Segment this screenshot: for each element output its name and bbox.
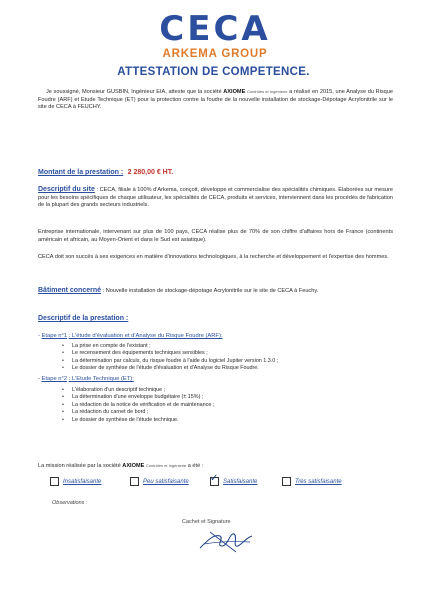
rating-option-label: Très satisfaisante	[295, 478, 342, 485]
stamp-label: Cachet et Signature	[182, 519, 231, 525]
rating-option-label: Insatisfaisante	[63, 478, 102, 485]
rating-option-label: Satisfaisante	[223, 478, 258, 485]
rating-checkbox[interactable]	[50, 477, 59, 486]
step-2-item: • Le dossier de synthèse de l'étude technique.	[62, 417, 382, 424]
mission-suffix: a été :	[187, 463, 204, 469]
step-1-item: • La détermination par calculs, du risque foudre à l'aide du logiciel Jupiter version 1.3.0 ;	[62, 358, 382, 365]
site-label: Descriptif du site	[38, 186, 95, 193]
step-1-item: • La prise en compte de l'existant ;	[62, 343, 382, 350]
rating-option-insatisfaisante[interactable]	[50, 477, 101, 486]
mission-prefix: La mission réalisée par la société	[38, 463, 121, 469]
amount-label: Montant de la prestation :	[38, 169, 124, 176]
step-2-list	[62, 387, 382, 424]
amount-line	[38, 161, 173, 179]
step-1-list	[62, 343, 382, 373]
intro-paragraph	[38, 88, 393, 112]
step-1-item: • Le recensement des équipements techniques sensibles ;	[62, 350, 382, 357]
step-2-item: • L'élaboration d'un descriptif technique ;	[62, 387, 382, 394]
rating-checkbox[interactable]	[130, 477, 139, 486]
intro-text-2: a réalisé en 2015, une Analyse du Risque Foudre (ARF) et Etude Technique (ET) pour la protection contre la foudre de la nouvelle installation de stockage-Dépotage Acrylonitrile sur le site de CECA à FEUCHY.	[38, 89, 393, 111]
step-1-title: : L'étude d'évaluation et d'Analyse du Risque Foudre (ARF):	[68, 333, 223, 339]
step-2-item: • La rédaction du carnet de bord ;	[62, 409, 382, 416]
rating-option-peu-satisfaisante[interactable]	[130, 477, 189, 486]
site-paragraph-2: Entreprise internationale, intervenant sur plus de 100 pays, CECA réalise plus de 70% de son chiffre d'affaires hors de France (continents américain et africain, au Moyen-Orient et dans le Sud est asiatique).	[38, 229, 393, 243]
building-paragraph	[38, 287, 393, 296]
rating-option-satisfaisante[interactable]	[210, 477, 257, 486]
document-title: ATTESTATION DE COMPETENCE.	[117, 66, 310, 78]
intro-text-1: Je soussigné, Monsieur GUSBIN, Ingénieur EIA, atteste que la société	[46, 89, 222, 95]
handwritten-signature	[196, 526, 256, 554]
mission-line	[38, 462, 393, 471]
prestation-heading: Descriptif de la prestation :	[38, 315, 129, 322]
amount-value: 2 280,00 € HT.	[127, 169, 174, 176]
building-text: : Nouvelle installation de stockage-dépotage Acrylonitrile sur le site de CECA à Feuchy.	[102, 288, 319, 294]
logo-group-name: ARKEMA GROUP	[162, 48, 268, 60]
mission-company: AXIOME	[122, 463, 145, 469]
rating-checkbox-checked[interactable]	[210, 477, 219, 486]
mission-company-subtitle: Contrôles et Ingénierie	[145, 463, 187, 468]
step-1-heading: - Etape n°1 : L'étude d'évaluation et d'Analyse du Risque Foudre (ARF):	[38, 333, 223, 339]
intro-company-subtitle: Contrôles et Ingénierie	[246, 89, 288, 94]
step-1-item: • Le dossier de synthèse de l'étude d'évaluation et d'Analyse du Risque Foudre.	[62, 365, 382, 372]
rating-options	[50, 477, 390, 489]
step-2-heading: - Etape n°2 : L'Etude Technique (ET):	[38, 376, 134, 382]
site-text-1: : CECA, filiale à 100% d'Arkema, conçoit, développe et commercialise des spécialités chimiques. Elaborées sur mesure pour les besoins spécifiques de chaque utilisateur, les spécialités de CECA, produits et services, interviennent dans les procédés de fabrication de la plupart des grands secteurs industriels.	[38, 187, 394, 209]
rating-option-tres-satisfaisante[interactable]	[282, 477, 342, 486]
intro-company: AXIOME	[223, 89, 246, 95]
step-2-item: • La rédaction de la notice de vérification et de maintenance ;	[62, 402, 382, 409]
rating-checkbox[interactable]	[282, 477, 291, 486]
step-1-label: Etape n°1	[41, 333, 68, 339]
site-paragraph-1	[38, 186, 393, 210]
ceca-logo	[140, 9, 290, 60]
step-2-label: Etape n°2	[41, 376, 68, 382]
rating-option-label: Peu satisfaisante	[143, 478, 189, 485]
step-2-item: • La détermination d'une enveloppe budgétaire (± 15%) ;	[62, 394, 382, 401]
site-paragraph-3: CECA doit son succès à ses exigences en matière d'innovations technologiques, à la recherche et développement et l'expertise des hommes.	[38, 254, 389, 260]
logo-wordmark: CECA	[159, 9, 271, 49]
building-label: Bâtiment concerné	[38, 287, 102, 294]
step-2-title: : L'Etude Technique (ET):	[68, 376, 134, 382]
observations-label: Observations :	[52, 500, 88, 506]
